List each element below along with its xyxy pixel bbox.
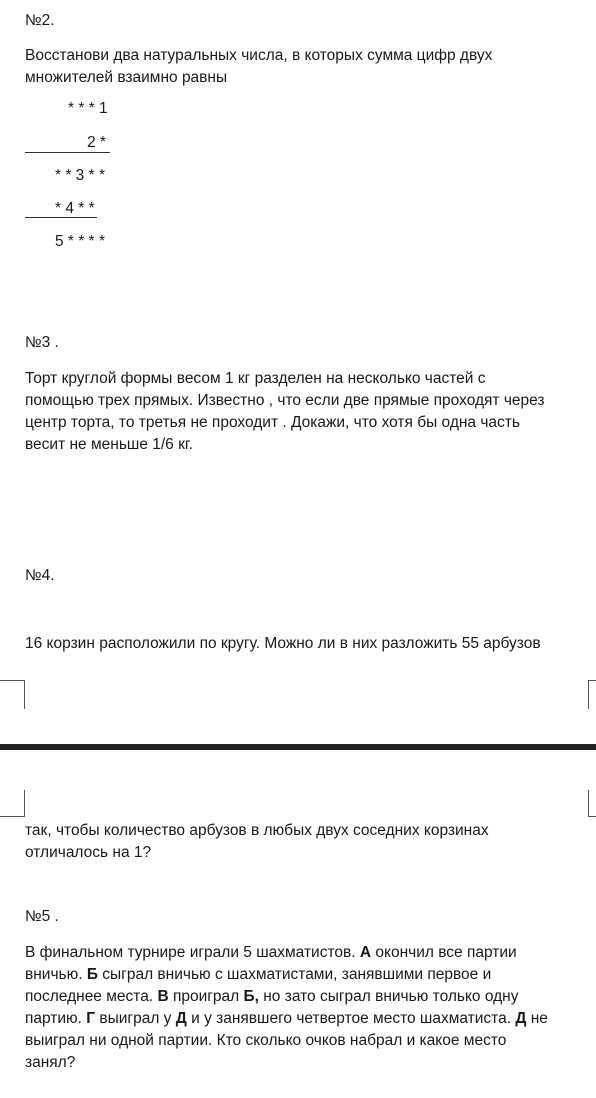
multiplication-row-5: 5 * * * * <box>55 233 105 250</box>
problem-3-line-2: помощью трех прямых. Известно , что если две прямые проходят через <box>25 392 545 409</box>
problem-5-text: вничью. <box>25 966 87 983</box>
problem-5-text: выиграл у <box>95 1010 176 1027</box>
problem-4-line-2: так, чтобы количество арбузов в любых двух соседних корзинах <box>25 822 489 839</box>
multiplication-row-1: * * * 1 <box>68 100 108 117</box>
problem-3-heading: №3 . <box>25 334 59 351</box>
multiplication-row-3: * * 3 * * <box>55 167 105 184</box>
problem-5-line-2 <box>25 964 491 986</box>
multiplication-row-4: * 4 * * <box>55 200 95 217</box>
problem-5-text: В финальном турнире играли 5 шахматистов. <box>25 944 360 961</box>
player-v-label: В <box>157 988 169 1005</box>
problem-3-line-1: Торт круглой формы весом 1 кг разделен на несколько частей с <box>25 370 486 387</box>
problem-5-line-5: выиграл ни одной партии. Кто сколько очков набрал и какое место <box>25 1032 507 1049</box>
problem-2-text-line-1: Восстанови два натуральных числа, в которых сумма цифр двух <box>25 47 493 64</box>
page-corner-mark-top-left <box>0 790 25 817</box>
problem-3-line-4: весит не меньше 1/6 кг. <box>25 436 193 453</box>
page-corner-mark-top-right <box>588 790 596 817</box>
multiplication-underline-1 <box>25 152 110 153</box>
problem-5-line-6: занял? <box>25 1054 76 1071</box>
problem-5-text: партию. <box>25 1010 87 1027</box>
problem-5-text: не <box>526 1010 548 1027</box>
player-a-label: А <box>359 944 372 961</box>
multiplication-row-2: 2 * <box>87 134 106 151</box>
problem-3-line-3: центр торта, то третья не проходит . Докажи, что хотя бы одна часть <box>25 414 520 431</box>
problem-5-text: и у занявшего четвертое место шахматиста. <box>186 1010 516 1027</box>
problem-5-text: проиграл <box>168 988 244 1005</box>
problem-4-line-3: отличалось на 1? <box>25 844 152 861</box>
problem-5-text: последнее места. <box>25 988 158 1005</box>
problem-5-line-3 <box>25 986 518 1008</box>
problem-5-line-1 <box>25 942 517 964</box>
player-d-label: Д <box>175 1010 187 1027</box>
player-g-label: Г <box>86 1010 96 1027</box>
player-d-label: Д <box>515 1010 527 1027</box>
problem-5-text: но зато сыграл вничью только одну <box>258 988 519 1005</box>
multiplication-underline-2 <box>25 217 97 218</box>
problem-5-text: окончил все партии <box>371 944 517 961</box>
page-corner-mark-bottom-left <box>0 680 25 709</box>
problem-5-heading: №5 . <box>25 908 59 925</box>
problem-4-heading: №4. <box>25 567 55 584</box>
page-corner-mark-bottom-right <box>588 680 596 709</box>
problem-2-heading: №2. <box>25 12 55 29</box>
player-b-label: Б, <box>243 988 259 1005</box>
problem-5-text: сыграл вничью с шахматистами, занявшими первое и <box>97 966 492 983</box>
page-break-divider <box>0 744 596 750</box>
player-b-label: Б <box>86 966 98 983</box>
problem-2-text-line-2: множителей взаимно равны <box>25 69 228 86</box>
problem-5-line-4 <box>25 1008 548 1030</box>
problem-4-line-1: 16 корзин расположили по кругу. Можно ли в них разложить 55 арбузов <box>25 635 541 652</box>
